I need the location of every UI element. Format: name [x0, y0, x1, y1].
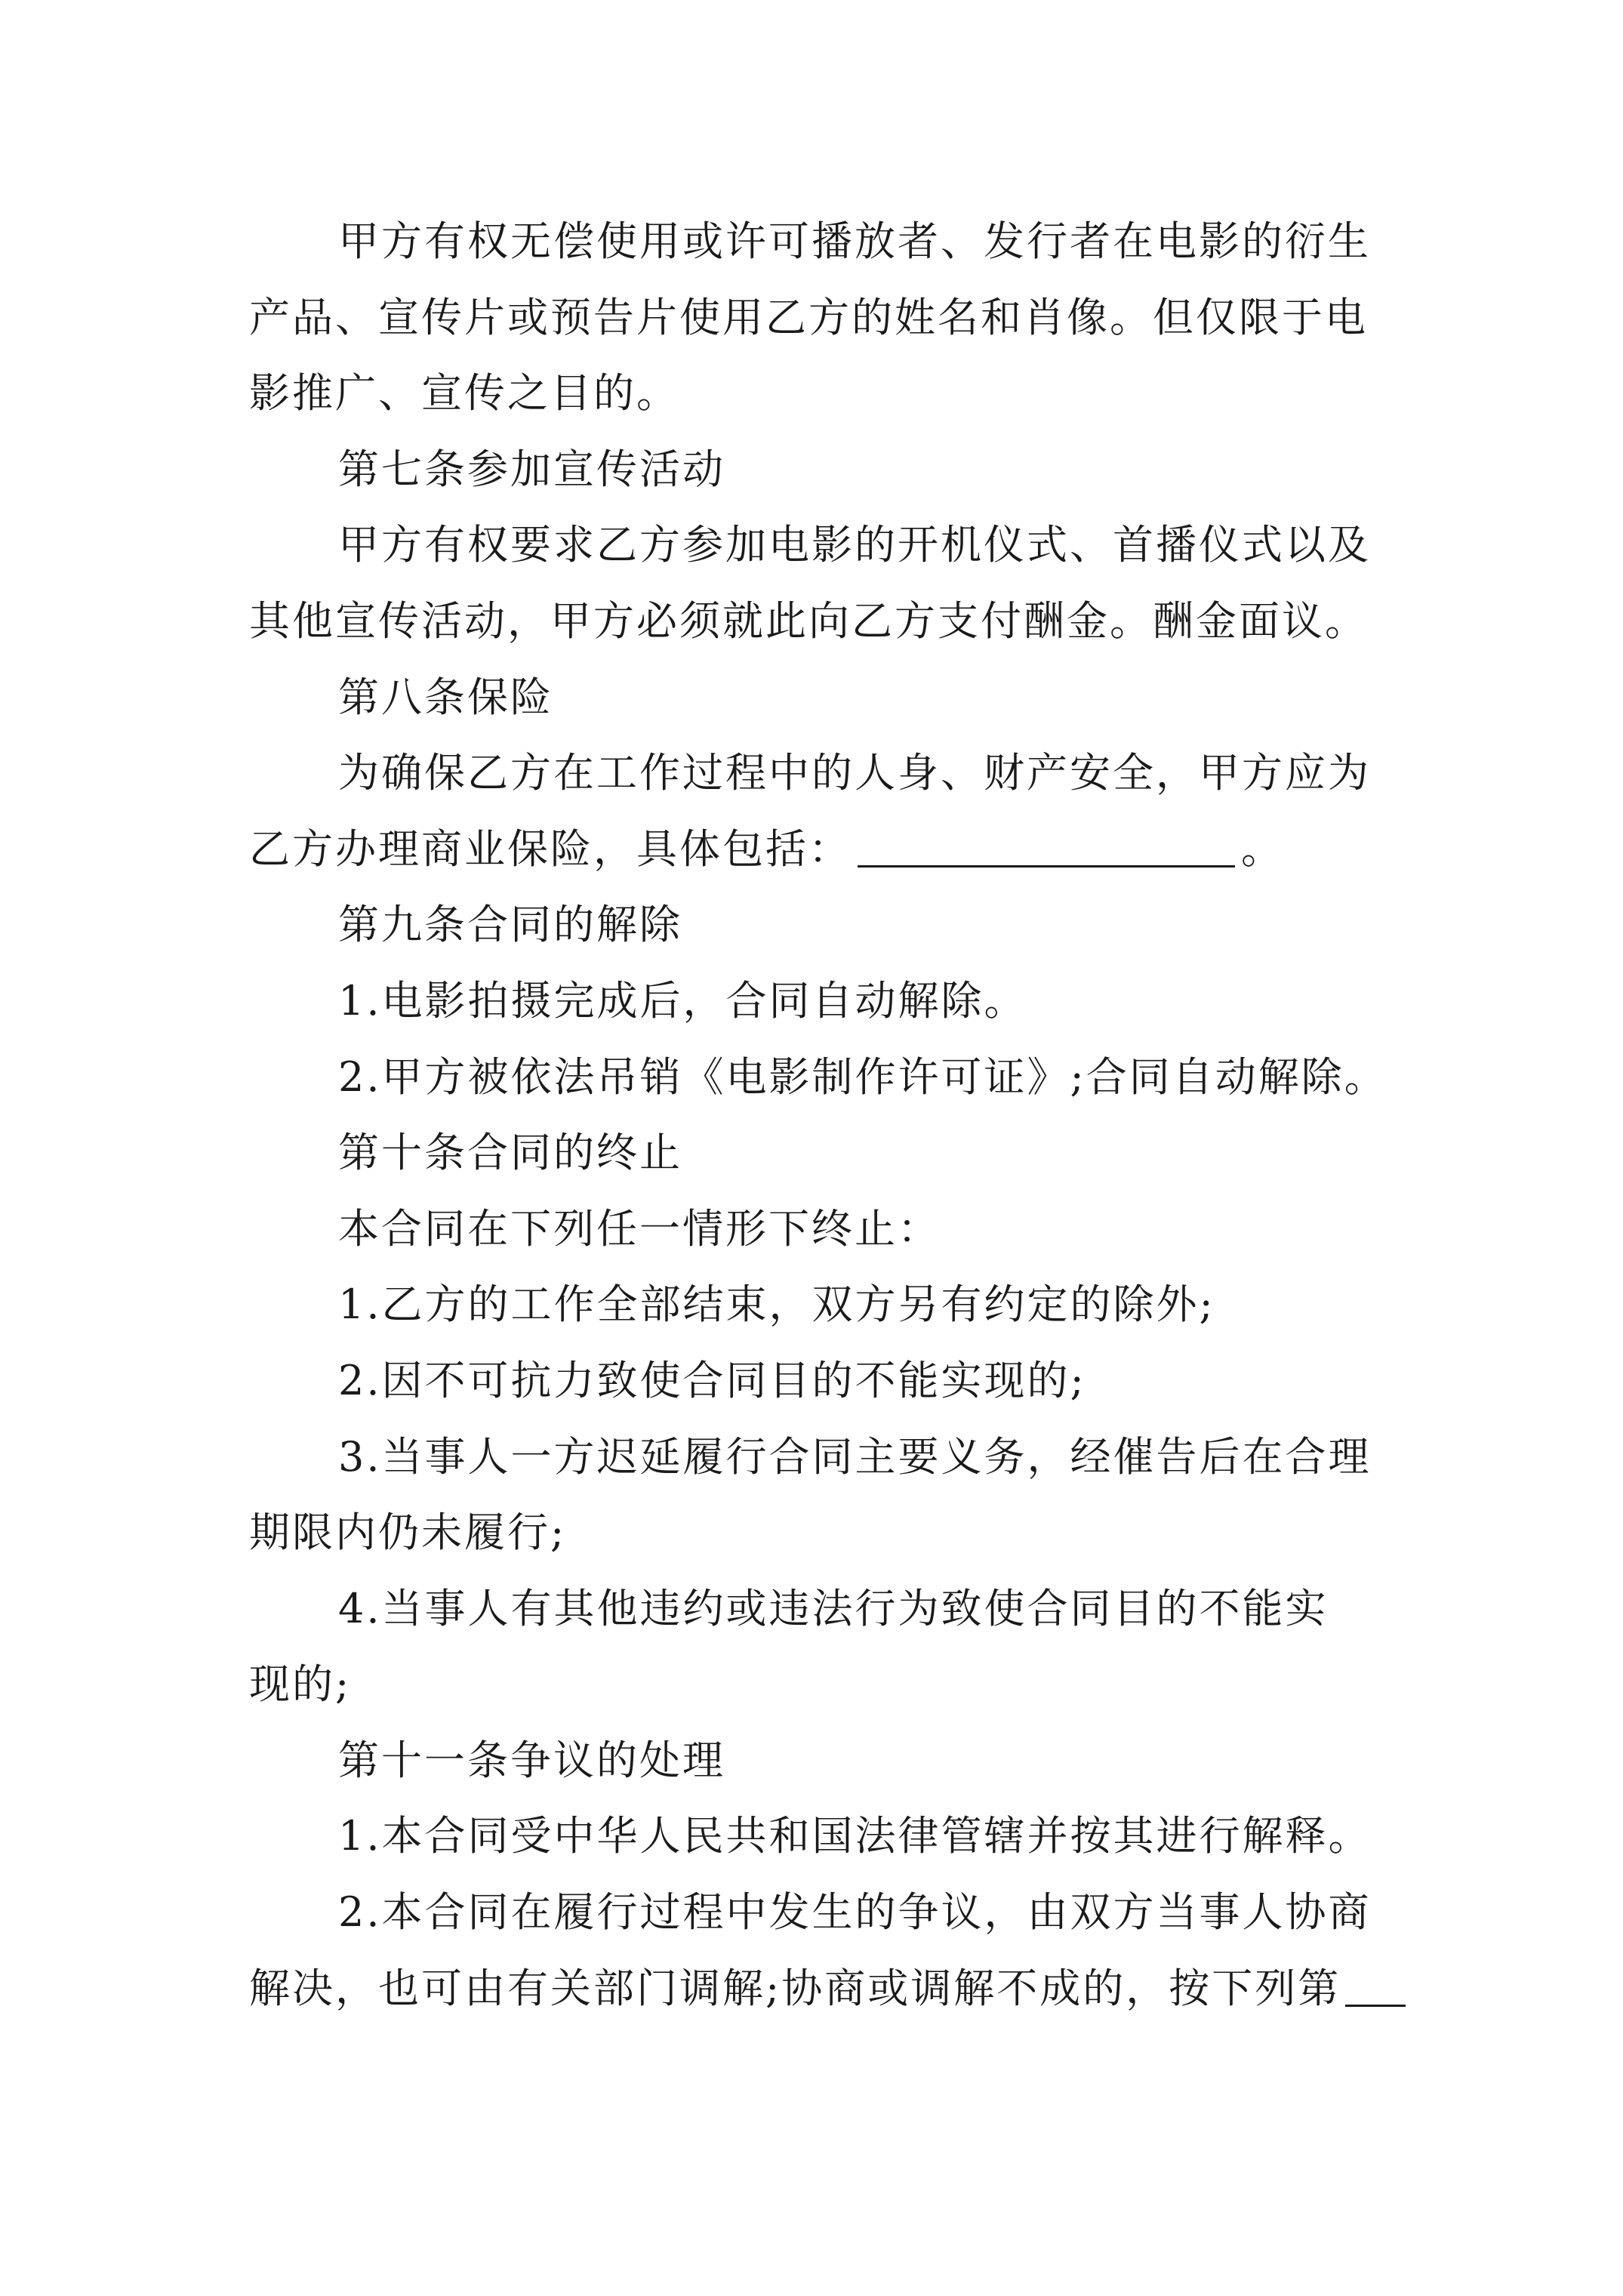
document-page	[249, 204, 1387, 2026]
fill-in-blank	[858, 823, 1235, 868]
section-heading: 第十条合同的终止	[338, 1129, 682, 1177]
paragraph-line: 为确保乙方在工作过程中的人身、财产安全，甲方应为	[338, 749, 1371, 797]
list-item: 3.当事人一方迟延履行合同主要义务，经催告后在合理	[338, 1432, 1372, 1481]
list-item: 1.本合同受中华人民共和国法律管辖并按其进行解释。	[338, 1812, 1372, 1860]
paragraph-line: 产品、宣传片或预告片使用乙方的姓名和肖像。但仅限于电	[249, 293, 1368, 341]
paragraph-line: 期限内仍未履行;	[249, 1509, 567, 1557]
paragraph-line	[249, 1951, 1366, 2027]
paragraph-line: 本合同在下列任一情形下终止：	[338, 1204, 941, 1253]
fill-in-blank	[1345, 1962, 1406, 2007]
paragraph-line: 影推广、宣传之目的。	[249, 369, 679, 418]
paragraph-line: 现的;	[249, 1660, 352, 1709]
list-item: 1.电影拍摄完成后，合同自动解除。	[338, 976, 1027, 1025]
paragraph-line	[249, 812, 1366, 888]
list-item: 2.本合同在履行过程中发生的争议，由双方当事人协商	[338, 1888, 1372, 1937]
section-heading: 第九条合同的解除	[338, 901, 682, 949]
sentence-end: 。	[1241, 824, 1284, 873]
insurance-text: 乙方办理商业保险，具体包括：	[249, 824, 852, 873]
list-item: 2.甲方被依法吊销《电影制作许可证》;合同自动解除。	[338, 1052, 1387, 1101]
paragraph-line: 甲方有权无偿使用或许可播放者、发行者在电影的衍生	[338, 217, 1371, 265]
paragraph-line: 甲方有权要求乙方参加电影的开机仪式、首播仪式以及	[338, 521, 1371, 569]
section-heading: 第十一条争议的处理	[338, 1736, 725, 1784]
list-item: 1.乙方的工作全部结束，双方另有约定的除外;	[338, 1281, 1215, 1329]
section-heading: 第七条参加宣传活动	[338, 445, 725, 493]
paragraph-line: 其他宣传活动，甲方必须就此向乙方支付酬金。酬金面议。	[249, 596, 1368, 645]
list-item: 2.因不可抗力致使合同目的不能实现的;	[338, 1356, 1086, 1404]
list-item: 4.当事人有其他违约或违法行为致使合同目的不能实	[338, 1584, 1329, 1632]
dispute-text: 解决，也可由有关部门调解;协商或调解不成的，按下列第	[249, 1964, 1341, 2012]
section-heading: 第八条保险	[338, 673, 553, 721]
